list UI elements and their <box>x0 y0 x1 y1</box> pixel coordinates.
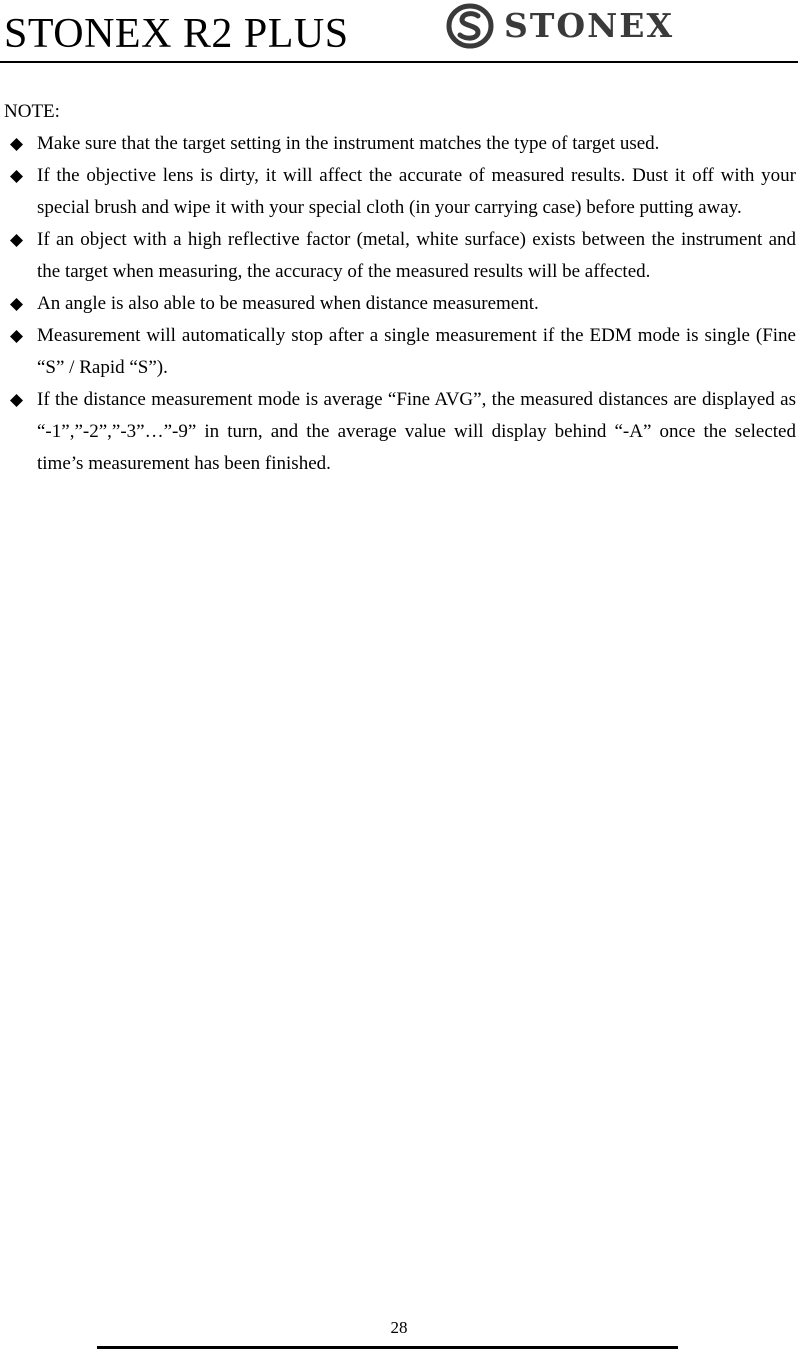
note-list <box>0 128 798 480</box>
list-item-text: If an object with a high reflective factor (metal, white surface) exists between the instrument and the target when measuring, the accuracy of the measured results will be affected. <box>37 229 796 282</box>
list-item <box>0 384 798 480</box>
footer-divider <box>97 1346 678 1349</box>
note-section <box>0 96 798 480</box>
list-item-text: If the objective lens is dirty, it will affect the accurate of measured results. Dust it off with your special brush and wipe it with your special cloth (in your carrying case) before putting away. <box>37 165 796 218</box>
list-item <box>0 128 798 160</box>
page-number: 28 <box>390 1318 408 1337</box>
page-header <box>0 0 798 62</box>
list-item-text: An angle is also able to be measured when distance measurement. <box>37 293 539 314</box>
logo-wordmark: STONEX <box>504 6 675 45</box>
list-item <box>0 160 798 224</box>
document-title: STONEX R2 PLUS <box>4 11 349 57</box>
diamond-bullet-icon <box>10 234 23 247</box>
diamond-bullet-icon <box>10 298 23 311</box>
list-item <box>0 320 798 384</box>
diamond-bullet-icon <box>10 330 23 343</box>
list-item <box>0 224 798 288</box>
stonex-logo <box>446 3 674 49</box>
header-divider <box>0 61 798 63</box>
diamond-bullet-icon <box>10 170 23 183</box>
list-item-text: Measurement will automatically stop after a single measurement if the EDM mode is single (Fine “S” / Rapid “S”). <box>37 325 796 378</box>
list-item <box>0 288 798 320</box>
note-label: NOTE: <box>4 101 60 122</box>
stonex-s-logo-icon <box>446 3 494 49</box>
list-item-text: Make sure that the target setting in the instrument matches the type of target used. <box>37 133 660 154</box>
list-item-text: If the distance measurement mode is average “Fine AVG”, the measured distances are displayed as “-1”,”-2”,”-3”…”-9” in turn, and the average value will display behind “-A” once the selected time’s measurement has been finished. <box>37 389 796 474</box>
diamond-bullet-icon <box>10 394 23 407</box>
diamond-bullet-icon <box>10 138 23 151</box>
